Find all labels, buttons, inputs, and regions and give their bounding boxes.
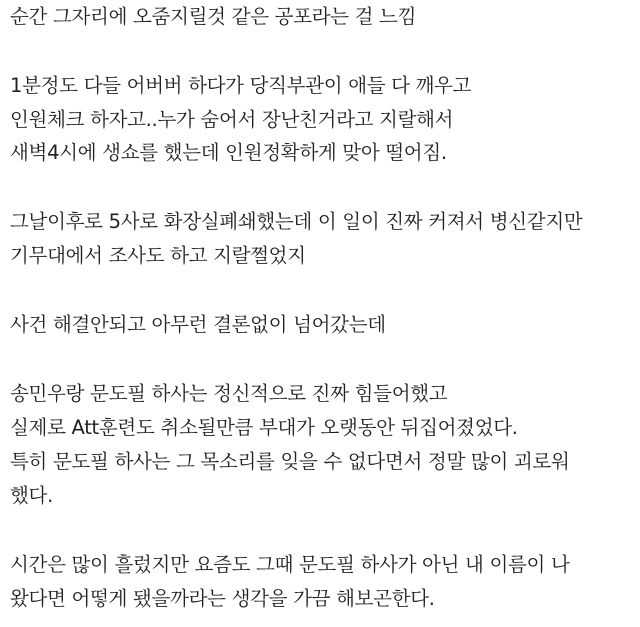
text-line-8: 송민우랑 문도필 하사는 정신적으로 진짜 힘들어했고 <box>10 382 448 405</box>
text-line-6: 기무대에서 조사도 하고 지랄쩔었지 <box>10 244 306 267</box>
text-line-5: 그날이후로 5사로 화장실폐쇄했는데 이 일이 진짜 커져서 병신같지만 <box>10 210 583 233</box>
text-line-13: 왔다면 어떻게 됐을까라는 생각을 가끔 해보곤한다. <box>10 587 435 610</box>
text-line-9: 실제로 Att훈련도 취소될만큼 부대가 오랫동안 뒤집어졌었다. <box>10 416 518 439</box>
text-line-3: 인원체크 하자고..누가 숨어서 장난친거라고 지랄해서 <box>10 108 454 131</box>
text-line-10: 특히 문도필 하사는 그 목소리를 잊을 수 없다면서 정말 많이 괴로워 <box>10 450 570 473</box>
text-line-11: 했다. <box>10 484 53 507</box>
text-line-4: 새벽4시에 생쇼를 했는데 인원정확하게 맞아 떨어짐. <box>10 141 447 164</box>
text-line-12: 시간은 많이 흘렀지만 요즘도 그때 문도필 하사가 아닌 내 이름이 나 <box>10 553 570 576</box>
text-line-2: 1분정도 다들 어버버 하다가 당직부관이 애들 다 깨우고 <box>10 74 472 97</box>
text-line-1: 순간 그자리에 오줌지릴것 같은 공포라는 걸 느낌 <box>10 5 417 28</box>
text-line-7: 사건 해결안되고 아무런 결론없이 넘어갔는데 <box>10 313 386 336</box>
